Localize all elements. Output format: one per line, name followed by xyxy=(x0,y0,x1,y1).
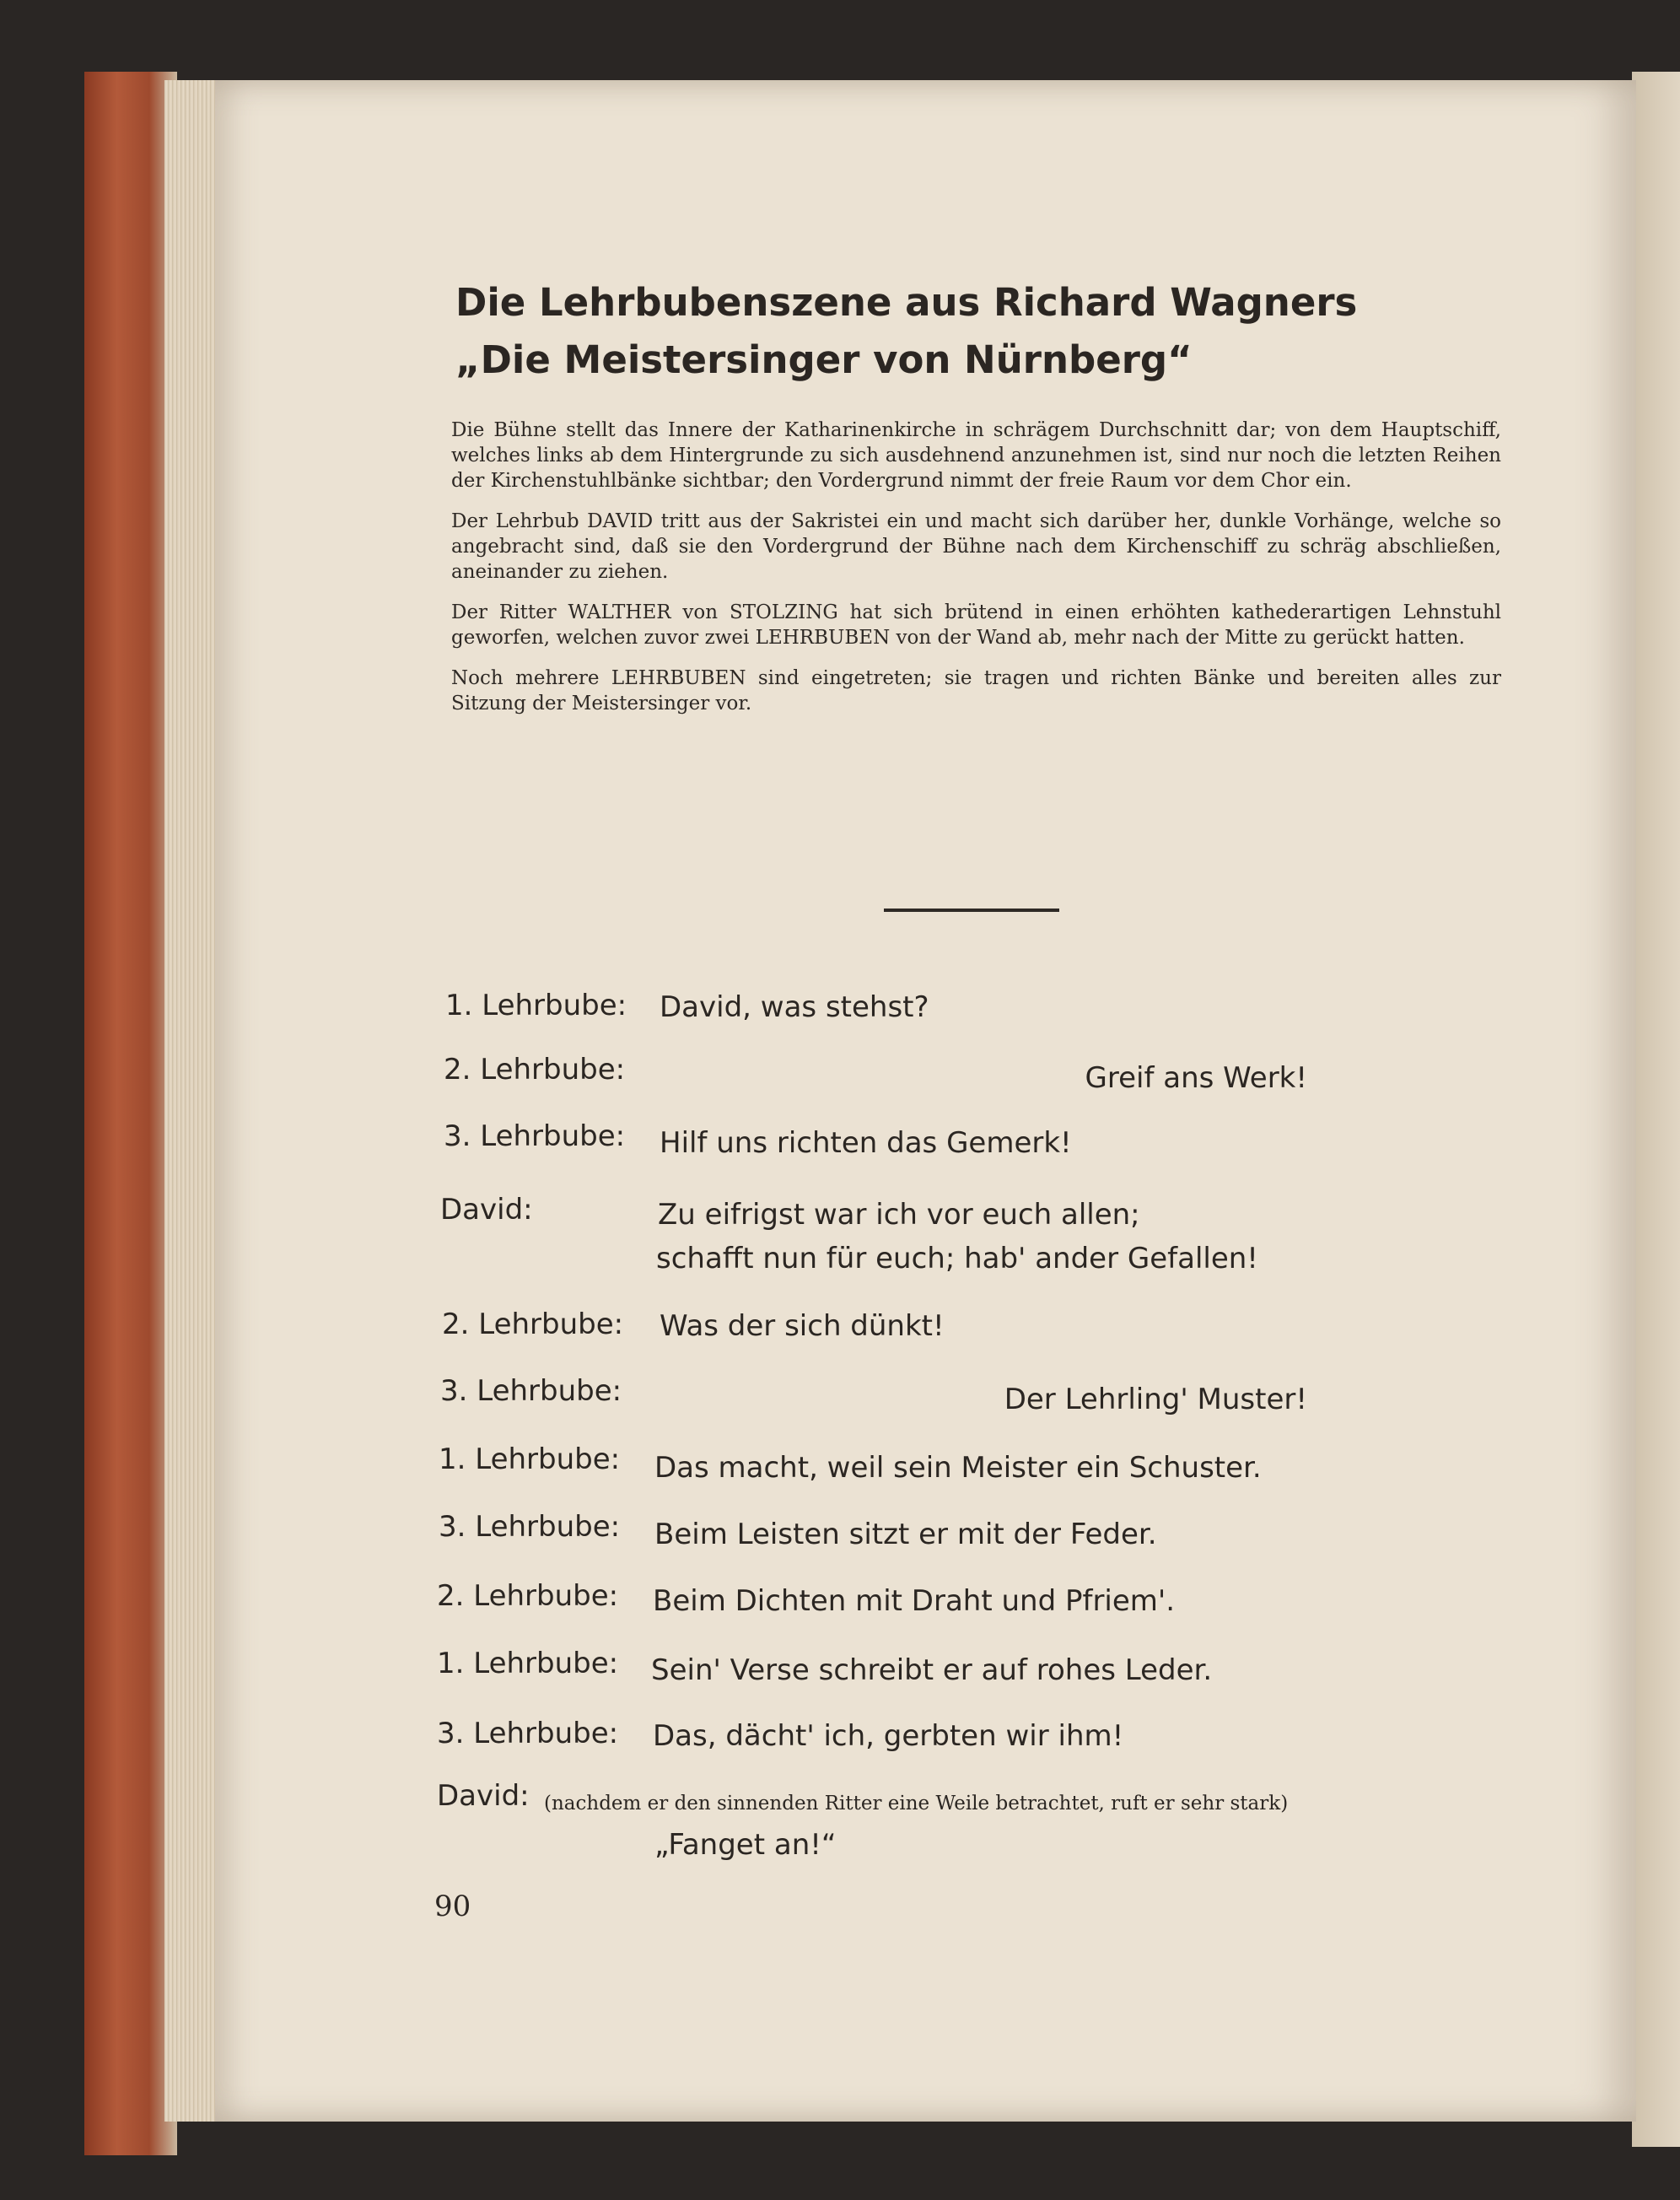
speaker-label: 3. Lehrbube: xyxy=(439,1510,621,1544)
speaker-label: 2. Lehrbube: xyxy=(442,1308,624,1341)
intro-paragraph: Der Lehrbub DAVID tritt aus der Sakristei ein und macht sich darüber her, dunkle Vorhänge, welche so angebracht sind, daß sie den Vordergrund der Bühne nach dem Kirchenschiff zu schräg abschließen, aneinander zu ziehen. xyxy=(451,510,1501,583)
dialogue-line: Hilf uns richten das Gemerk! xyxy=(660,1126,1072,1160)
book-binding xyxy=(84,72,177,2155)
dialogue-line: David, was stehst? xyxy=(660,990,929,1024)
intro-paragraph: Die Bühne stellt das Innere der Katharinenkirche in schrägem Durchschnitt dar; von dem Hauptschiff, welches links ab dem Hintergrunde zu sich ausdehnend anzunehmen ist, sind nur noch die letzten Reihen der Kirchenstuhlbänke sichtbar; den Vordergrund nimmt der freie Raum vor dem Chor ein. xyxy=(451,419,1501,492)
dialogue-line: Beim Leisten sitzt er mit der Feder. xyxy=(654,1518,1157,1551)
dialogue-line: Beim Dichten mit Draht und Pfriem'. xyxy=(653,1584,1176,1618)
page-title xyxy=(455,274,1467,389)
speaker-label: David: xyxy=(440,1193,533,1227)
speaker-label: 2. Lehrbube: xyxy=(444,1053,626,1087)
dialogue-line: Der Lehrling' Muster! xyxy=(1004,1383,1307,1416)
dialogue-line: schafft nun für euch; hab' ander Gefallen! xyxy=(656,1242,1258,1275)
speaker-label: 3. Lehrbube: xyxy=(437,1717,619,1750)
stage-directions xyxy=(451,418,1501,731)
title-line-1: Die Lehrbubenszene aus Richard Wagners xyxy=(455,280,1358,325)
adjacent-page-edge xyxy=(1632,72,1680,2147)
speaker-label: 1. Lehrbube: xyxy=(437,1647,619,1680)
intro-paragraph: Noch mehrere LEHRBUBEN sind eingetreten; sie tragen und richten Bänke und bereiten alles zur Sitzung der Meistersinger vor. xyxy=(451,667,1501,714)
speaker-label: 3. Lehrbube: xyxy=(440,1374,622,1408)
dialogue-line: Was der sich dünkt! xyxy=(660,1309,945,1343)
dialogue-line: „Fanget an!“ xyxy=(654,1828,837,1862)
speaker-label: 2. Lehrbube: xyxy=(437,1579,619,1613)
dialogue-line: Zu eifrigst war ich vor euch allen; xyxy=(658,1198,1140,1232)
speaker-label: 1. Lehrbube: xyxy=(439,1442,621,1476)
dialogue-line: Sein' Verse schreibt er auf rohes Leder. xyxy=(651,1653,1213,1687)
page-number: 90 xyxy=(434,1890,471,1923)
speaker-label: 1. Lehrbube: xyxy=(445,989,627,1022)
stage-direction: (nachdem er den sinnenden Ritter eine Weile betrachtet, ruft er sehr stark) xyxy=(544,1793,1289,1814)
intro-paragraph: Der Ritter WALTHER von STOLZING hat sich brütend in einen erhöhten kathederartigen Lehnstuhl geworfen, welchen zuvor zwei LEHRBUBEN von der Wand ab, mehr nach der Mitte zu gerückt hatten. xyxy=(451,601,1501,649)
dialogue-line: Greif ans Werk! xyxy=(1085,1061,1307,1095)
section-divider xyxy=(884,909,1059,912)
dialogue-line: Das, dächt' ich, gerbten wir ihm! xyxy=(653,1719,1124,1753)
title-line-2: „Die Meistersinger von Nürnberg“ xyxy=(455,337,1193,382)
speaker-label: David: xyxy=(437,1779,530,1813)
speaker-label: 3. Lehrbube: xyxy=(444,1119,626,1153)
dialogue-line: Das macht, weil sein Meister ein Schuster. xyxy=(654,1451,1262,1485)
